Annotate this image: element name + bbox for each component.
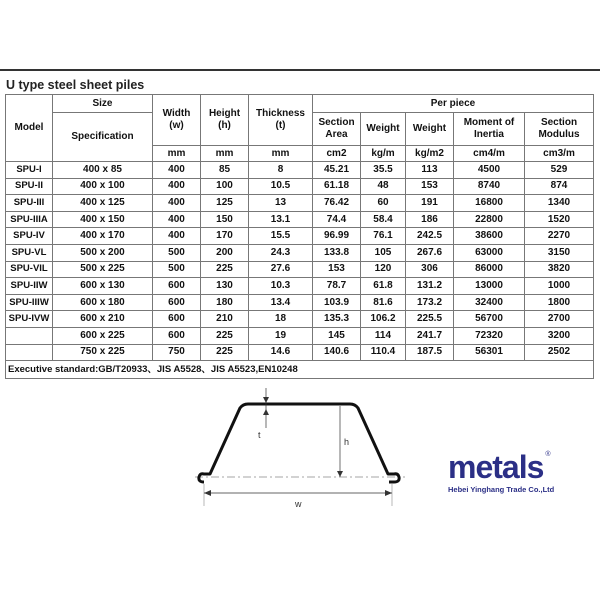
- value-cell: 225.5: [406, 311, 454, 328]
- value-cell: 103.9: [313, 294, 361, 311]
- value-cell: 96.99: [313, 228, 361, 245]
- value-cell: 400 x 125: [53, 195, 153, 212]
- value-cell: 60: [361, 195, 406, 212]
- unit-cell: kg/m2: [406, 146, 454, 162]
- value-cell: 600: [153, 327, 201, 344]
- value-cell: 114: [361, 327, 406, 344]
- value-cell: 113: [406, 162, 454, 179]
- value-cell: 22800: [454, 211, 525, 228]
- header-specification: Specification: [53, 113, 153, 162]
- value-cell: 600: [153, 278, 201, 295]
- value-cell: 61.8: [361, 278, 406, 295]
- value-cell: 306: [406, 261, 454, 278]
- table-row: [6, 311, 594, 328]
- header-width: Width (w): [153, 95, 201, 146]
- value-cell: 106.2: [361, 311, 406, 328]
- value-cell: 76.1: [361, 228, 406, 245]
- value-cell: 500: [153, 261, 201, 278]
- value-cell: 191: [406, 195, 454, 212]
- spec-table: [5, 94, 594, 379]
- header-height: Height (h): [201, 95, 249, 146]
- value-cell: 145: [313, 327, 361, 344]
- value-cell: 8740: [454, 178, 525, 195]
- value-cell: 38600: [454, 228, 525, 245]
- value-cell: 130: [201, 278, 249, 295]
- unit-cell: cm3/m: [525, 146, 594, 162]
- value-cell: 58.4: [361, 211, 406, 228]
- value-cell: 2502: [525, 344, 594, 361]
- value-cell: 500 x 225: [53, 261, 153, 278]
- value-cell: 210: [201, 311, 249, 328]
- value-cell: 400: [153, 178, 201, 195]
- header-modulus: Section Modulus: [525, 113, 594, 146]
- w-label: w: [295, 499, 302, 509]
- value-cell: 400 x 85: [53, 162, 153, 179]
- unit-cell: mm: [153, 146, 201, 162]
- value-cell: 125: [201, 195, 249, 212]
- value-cell: 1340: [525, 195, 594, 212]
- value-cell: 72320: [454, 327, 525, 344]
- value-cell: 86000: [454, 261, 525, 278]
- value-cell: 170: [201, 228, 249, 245]
- value-cell: 400: [153, 211, 201, 228]
- value-cell: 750 x 225: [53, 344, 153, 361]
- table-row: [6, 162, 594, 179]
- value-cell: 153: [406, 178, 454, 195]
- value-cell: 874: [525, 178, 594, 195]
- value-cell: 600 x 210: [53, 311, 153, 328]
- value-cell: 48: [361, 178, 406, 195]
- value-cell: 150: [201, 211, 249, 228]
- value-cell: 27.6: [249, 261, 313, 278]
- model-cell: SPU-VIL: [6, 261, 53, 278]
- model-cell: SPU-III: [6, 195, 53, 212]
- top-divider: [0, 69, 600, 71]
- value-cell: 3820: [525, 261, 594, 278]
- value-cell: 135.3: [313, 311, 361, 328]
- value-cell: 400 x 170: [53, 228, 153, 245]
- value-cell: 24.3: [249, 244, 313, 261]
- model-cell: SPU-I: [6, 162, 53, 179]
- value-cell: 241.7: [406, 327, 454, 344]
- value-cell: 180: [201, 294, 249, 311]
- value-cell: 200: [201, 244, 249, 261]
- value-cell: 600 x 225: [53, 327, 153, 344]
- value-cell: 3200: [525, 327, 594, 344]
- w-arrow-right: [385, 490, 392, 496]
- value-cell: 8: [249, 162, 313, 179]
- table-row: [6, 195, 594, 212]
- value-cell: 13: [249, 195, 313, 212]
- unit-cell: kg/m: [361, 146, 406, 162]
- value-cell: 242.5: [406, 228, 454, 245]
- model-cell: SPU-II: [6, 178, 53, 195]
- value-cell: 400: [153, 228, 201, 245]
- company-name: Hebei Yinghang Trade Co.,Ltd: [448, 485, 555, 494]
- header-weight-m2: Weight: [406, 113, 454, 146]
- value-cell: 81.6: [361, 294, 406, 311]
- header-size: Size: [53, 95, 153, 113]
- model-cell: [6, 344, 53, 361]
- value-cell: 15.5: [249, 228, 313, 245]
- value-cell: 32400: [454, 294, 525, 311]
- value-cell: 14.6: [249, 344, 313, 361]
- unit-cell: cm2: [313, 146, 361, 162]
- value-cell: 225: [201, 261, 249, 278]
- unit-cell: mm: [201, 146, 249, 162]
- table-row: [6, 178, 594, 195]
- value-cell: 600 x 180: [53, 294, 153, 311]
- header-moment: Moment of Inertia: [454, 113, 525, 146]
- value-cell: 4500: [454, 162, 525, 179]
- value-cell: 600: [153, 294, 201, 311]
- pile-profile: [199, 404, 399, 482]
- value-cell: 400: [153, 162, 201, 179]
- model-cell: SPU-IIIA: [6, 211, 53, 228]
- t-label: t: [258, 430, 261, 440]
- w-arrow-left: [204, 490, 211, 496]
- company-logo: [448, 450, 588, 495]
- value-cell: 600 x 130: [53, 278, 153, 295]
- table-row: [6, 261, 594, 278]
- value-cell: 225: [201, 344, 249, 361]
- header-per-piece: Per piece: [313, 95, 594, 113]
- table-row: [6, 278, 594, 295]
- value-cell: 120: [361, 261, 406, 278]
- value-cell: 133.8: [313, 244, 361, 261]
- h-arrow: [337, 471, 343, 477]
- value-cell: 85: [201, 162, 249, 179]
- table-row: [6, 294, 594, 311]
- page-title: U type steel sheet piles: [6, 78, 145, 92]
- table-row: [6, 344, 594, 361]
- h-label: h: [344, 437, 350, 447]
- table-row: [6, 211, 594, 228]
- logo-wordmark: metals: [448, 449, 544, 485]
- value-cell: 61.18: [313, 178, 361, 195]
- model-cell: SPU-IVW: [6, 311, 53, 328]
- value-cell: 153: [313, 261, 361, 278]
- value-cell: 56700: [454, 311, 525, 328]
- table-row: [6, 228, 594, 245]
- model-cell: SPU-IIW: [6, 278, 53, 295]
- value-cell: 750: [153, 344, 201, 361]
- unit-cell: mm: [249, 146, 313, 162]
- model-cell: [6, 327, 53, 344]
- value-cell: 110.4: [361, 344, 406, 361]
- value-cell: 16800: [454, 195, 525, 212]
- t-arrow-bottom: [263, 409, 269, 415]
- value-cell: 74.4: [313, 211, 361, 228]
- value-cell: 45.21: [313, 162, 361, 179]
- value-cell: 13.4: [249, 294, 313, 311]
- value-cell: 500: [153, 244, 201, 261]
- value-cell: 76.42: [313, 195, 361, 212]
- executive-standard: Executive standard:GB/T20933、JIS A5528、JIS A5523,EN10248: [6, 361, 594, 379]
- value-cell: 105: [361, 244, 406, 261]
- value-cell: 529: [525, 162, 594, 179]
- model-cell: SPU-IV: [6, 228, 53, 245]
- value-cell: 186: [406, 211, 454, 228]
- u-pile-profile-drawing: [190, 388, 440, 518]
- table-row: [6, 327, 594, 344]
- header-thickness: Thickness (t): [249, 95, 313, 146]
- value-cell: 2270: [525, 228, 594, 245]
- value-cell: 10.5: [249, 178, 313, 195]
- value-cell: 225: [201, 327, 249, 344]
- model-cell: SPU-IIIW: [6, 294, 53, 311]
- value-cell: 19: [249, 327, 313, 344]
- value-cell: 1520: [525, 211, 594, 228]
- value-cell: 131.2: [406, 278, 454, 295]
- value-cell: 1800: [525, 294, 594, 311]
- value-cell: 13000: [454, 278, 525, 295]
- t-arrow-top: [263, 397, 269, 403]
- value-cell: 140.6: [313, 344, 361, 361]
- value-cell: 100: [201, 178, 249, 195]
- header-model: Model: [6, 95, 53, 162]
- header-weight-m: Weight: [361, 113, 406, 146]
- value-cell: 400 x 100: [53, 178, 153, 195]
- header-section-area: Section Area: [313, 113, 361, 146]
- registered-mark: ®: [545, 451, 551, 458]
- value-cell: 35.5: [361, 162, 406, 179]
- value-cell: 500 x 200: [53, 244, 153, 261]
- value-cell: 267.6: [406, 244, 454, 261]
- value-cell: 173.2: [406, 294, 454, 311]
- value-cell: 3150: [525, 244, 594, 261]
- value-cell: 600: [153, 311, 201, 328]
- table-row: [6, 244, 594, 261]
- value-cell: 56301: [454, 344, 525, 361]
- value-cell: 78.7: [313, 278, 361, 295]
- value-cell: 63000: [454, 244, 525, 261]
- value-cell: 10.3: [249, 278, 313, 295]
- unit-cell: cm4/m: [454, 146, 525, 162]
- value-cell: 2700: [525, 311, 594, 328]
- value-cell: 13.1: [249, 211, 313, 228]
- value-cell: 400: [153, 195, 201, 212]
- value-cell: 400 x 150: [53, 211, 153, 228]
- value-cell: 18: [249, 311, 313, 328]
- value-cell: 187.5: [406, 344, 454, 361]
- model-cell: SPU-VL: [6, 244, 53, 261]
- value-cell: 1000: [525, 278, 594, 295]
